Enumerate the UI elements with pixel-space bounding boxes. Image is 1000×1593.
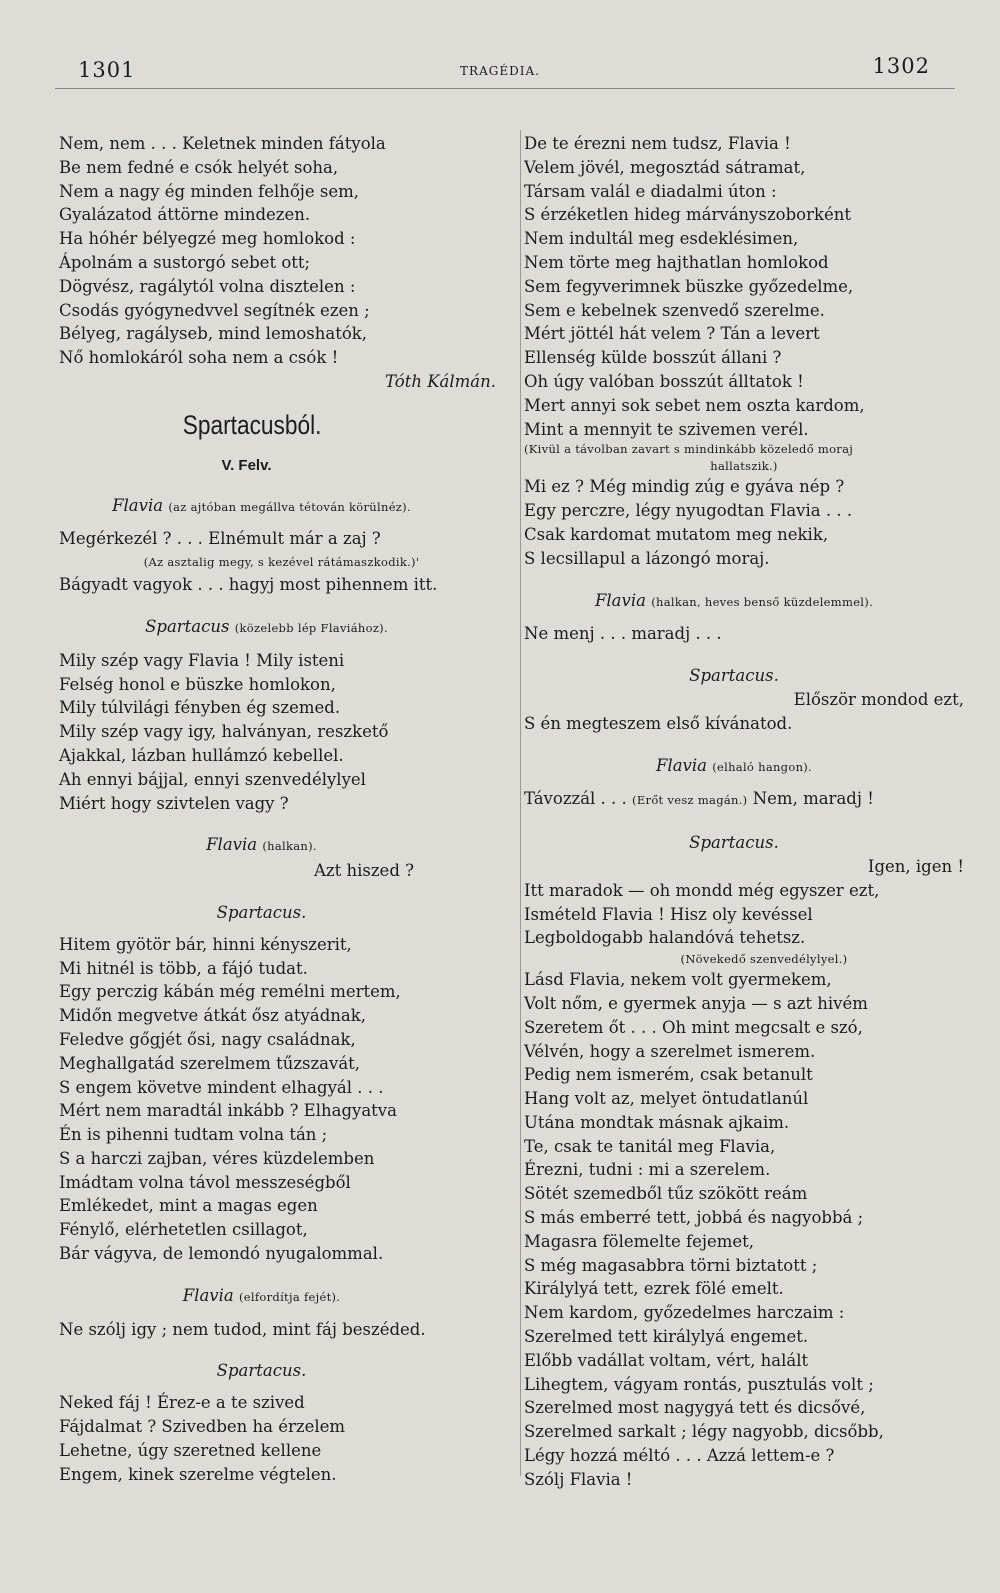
text-line: Ne szólj igy ; nem tudod, mint fáj beszéded. xyxy=(59,1319,426,1339)
text-line: S más emberré tett, jobbá és nagyobbá ; xyxy=(524,1208,864,1228)
text-line: Te, csak te tanitál meg Flavia, xyxy=(524,1136,776,1156)
stage-direction: (elhaló hangon). xyxy=(712,759,813,774)
stage-direction: (elfordítja fejét). xyxy=(238,1289,341,1304)
text-line: Mint a mennyit te szivemen verél. xyxy=(524,419,809,439)
text-line: Fénylő, elérhetetlen csillagot, xyxy=(59,1220,308,1240)
left-column xyxy=(59,132,504,1486)
text-line: Én is pihenni tudtam volna tán ; xyxy=(59,1125,328,1145)
text-line: Felség honol e büszke homlokon, xyxy=(59,674,336,694)
text-line: Bágyadt vagyok . . . hagyj most pihennem itt. xyxy=(59,575,438,595)
speaker-heading xyxy=(524,589,964,615)
text-line: Szólj Flavia ! xyxy=(524,1469,633,1489)
text-line: Miért hogy szivtelen vagy ? xyxy=(59,793,289,813)
text-line: Csodás gyógynedvvel segítnék ezen ; xyxy=(59,300,370,320)
dialogue-block xyxy=(59,933,504,1266)
dialogue-block xyxy=(524,968,964,1492)
speaker-heading xyxy=(59,494,504,520)
text-line: Nem, nem . . . Keletnek minden fátyola xyxy=(59,134,386,153)
page-header xyxy=(0,52,1000,92)
spacer xyxy=(59,1266,504,1284)
text-line: Gyalázatod áttörne mindezen. xyxy=(59,205,311,225)
speaker-heading xyxy=(59,833,504,859)
text-line: Mily szép vagy igy, halványan, reszkető xyxy=(59,722,389,742)
spacer xyxy=(59,1341,504,1359)
text-line: Oh úgy valóban bosszút álltatok ! xyxy=(524,371,804,391)
text-line: Volt nőm, e gyermek anyja — s azt hivém xyxy=(524,993,868,1013)
spacer xyxy=(524,736,964,754)
text-line: Mily túlvilági fényben ég szemed. xyxy=(59,698,341,718)
text-line: Mily szép vagy Flavia ! Mily isteni xyxy=(59,650,345,670)
text-line: Mi ez ? Még mindig zúg e gyáva nép ? xyxy=(524,477,845,497)
text-line: Dögvész, ragálytól volna disztelen : xyxy=(59,276,356,296)
text-line: Nem törte meg hajthatlan homlokod xyxy=(524,252,829,272)
page-number-left: 1301 xyxy=(78,58,136,82)
stage-direction xyxy=(524,441,964,475)
speaker-heading xyxy=(524,754,964,780)
dialogue-block xyxy=(59,649,504,816)
spacer xyxy=(59,1310,504,1318)
text-line: Utána mondtak másnak ajkaim. xyxy=(524,1112,790,1132)
text-line: Magasra fölemelte fejemet, xyxy=(524,1231,755,1251)
spacer xyxy=(524,646,964,664)
spacer xyxy=(59,1383,504,1391)
text-line: Engem, kinek szerelme végtelen. xyxy=(59,1464,337,1484)
spacer xyxy=(59,597,504,615)
dialogue-block xyxy=(59,1391,504,1486)
stage-direction: (Erőt vesz magán.) xyxy=(632,793,748,808)
text-line: Sem fegyverimnek büszke győzedelme, xyxy=(524,276,854,296)
text-line: Legboldogabb halandóvá tehetsz. xyxy=(524,928,806,948)
text-line: Ismételd Flavia ! Hisz oly kevéssel xyxy=(524,904,813,924)
spacer xyxy=(524,571,964,589)
text-line: Szerelmed sarkalt ; légy nagyobb, dicsőbb, xyxy=(524,1422,884,1442)
text-line: Mért jöttél hát velem ? Tán a levert xyxy=(524,324,820,344)
dialogue-line: Először mondod ezt, xyxy=(793,689,964,709)
text-line: Imádtam volna távol messzeségből xyxy=(59,1172,351,1192)
text-line: Hitem gyötör bár, hinni kényszerit, xyxy=(59,934,352,954)
dialogue-line: Igen, igen ! xyxy=(867,856,964,876)
text-line: Hang volt az, melyet öntudatlanúl xyxy=(524,1089,809,1109)
speaker-heading: Spartacus. xyxy=(216,902,307,922)
text-line: Mert annyi sok sebet nem oszta kardom, xyxy=(524,395,865,415)
text-line: Ah ennyi bájjal, ennyi szenvedélylyel xyxy=(59,769,366,789)
text-line: Ellenség külde bosszút állani ? xyxy=(524,348,782,368)
dialogue-line: Ne menj . . . maradj . . . xyxy=(524,624,722,644)
text-line: Királylyá tett, ezrek fölé emelt. xyxy=(524,1279,784,1299)
text-line: Lihegtem, vágyam rontás, pusztulás volt ; xyxy=(524,1374,874,1394)
text-line: S a harczi zajban, véres küzdelemben xyxy=(59,1148,375,1168)
text-line: Sötét szemedből tűz szökött reám xyxy=(524,1184,808,1204)
speaker-heading xyxy=(59,615,504,641)
text-line: Megérkezél ? . . . Elnémult már a zaj ? xyxy=(59,529,381,549)
text-line: Szerelmed tett királylyá engemet. xyxy=(524,1327,809,1347)
dialogue-block xyxy=(524,132,964,441)
text-line: S lecsillapul a lázongó moraj. xyxy=(524,548,770,568)
speaker-name: Spartacus xyxy=(145,616,230,636)
stage-direction: (Az asztalig megy, s kezével rátámaszkodik.)' xyxy=(143,555,420,570)
speaker-name: Flavia xyxy=(655,755,707,775)
section-title: Spartacusból. xyxy=(182,409,322,440)
text-line: Ápolnám a sustorgó sebet ott; xyxy=(59,252,311,272)
text-line: Szerelmed most nagygyá tett és dicsővé, xyxy=(524,1398,866,1418)
column-divider xyxy=(520,130,521,1476)
spacer xyxy=(524,813,964,831)
dialogue-line: Azt hiszed ? xyxy=(314,861,414,881)
running-title: TRAGÉDIA. xyxy=(460,64,540,78)
dialogue-text: Nem, maradj ! xyxy=(752,789,874,809)
dialogue-block xyxy=(59,1318,504,1342)
right-column xyxy=(524,132,964,1492)
text-line: Egy perczre, légy nyugodtan Flavia . . . xyxy=(524,501,853,521)
text-line: Lehetne, úgy szeretned kellene xyxy=(59,1440,322,1460)
text-line: Előbb vadállat voltam, vért, halált xyxy=(524,1350,809,1370)
text-line: Szeretem őt . . . Oh mint megcsalt e szó, xyxy=(524,1017,863,1037)
speaker-heading: Spartacus. xyxy=(689,666,779,686)
text-line: Társam valál e diadalmi úton : xyxy=(524,181,777,201)
spacer xyxy=(59,815,504,833)
spacer xyxy=(524,779,964,787)
text-line: Mi hitnél is több, a fájó tudat. xyxy=(59,958,308,978)
text-line: Be nem fedné e csók helyét soha, xyxy=(59,157,339,177)
speaker-name: Flavia xyxy=(182,1285,234,1305)
text-line: Ha hóhér bélyegzé meg homlokod : xyxy=(59,229,356,249)
text-line: Meghallgatád szerelmem tűzszavát, xyxy=(59,1053,361,1073)
spacer xyxy=(59,883,504,901)
stage-line: (Kivül a távolban zavart s mindinkább közeledő moraj xyxy=(524,442,854,457)
stage-direction: (az ajtóban megállva tétován körülnéz). xyxy=(168,499,411,514)
speaker-name: Flavia xyxy=(112,495,164,515)
text-line: Feledve gőgjét ősi, nagy családnak, xyxy=(59,1029,356,1049)
text-line: Itt maradok — oh mondd még egyszer ezt, xyxy=(524,880,880,900)
spacer xyxy=(59,641,504,649)
text-line: Légy hozzá méltó . . . Azzá lettem-e ? xyxy=(524,1446,835,1466)
text-line: Emlékedet, mint a magas egen xyxy=(59,1196,318,1216)
speaker-heading: Spartacus. xyxy=(216,1361,307,1381)
text-line: Midőn megvetve átkát ősz atyádnak, xyxy=(59,1006,366,1026)
text-line: Nem kardom, győzedelmes harczaim : xyxy=(524,1303,845,1323)
text-line: Bár vágyva, de lemondó nyugalommal. xyxy=(59,1244,384,1264)
speaker-heading xyxy=(59,1284,504,1310)
spacer xyxy=(524,614,964,622)
text-line: Lásd Flavia, nekem volt gyermekem, xyxy=(524,970,832,990)
text-line: Fájdalmat ? Szivedben ha érzelem xyxy=(59,1417,346,1437)
dialogue-block xyxy=(524,879,964,950)
dialogue-line: S én megteszem első kívánatod. xyxy=(524,713,793,733)
text-line: Vélvén, hogy a szerelmet ismerem. xyxy=(524,1041,816,1061)
dialogue-block xyxy=(59,527,504,551)
text-line: Nem a nagy ég minden felhője sem, xyxy=(59,181,360,201)
spacer xyxy=(59,519,504,527)
text-line: Érezni, tudni : mi a szerelem. xyxy=(524,1160,771,1180)
speaker-heading: Spartacus. xyxy=(689,833,779,853)
text-line: Bélyeg, ragályseb, mind lemoshatók, xyxy=(59,324,368,344)
speaker-name: Flavia xyxy=(594,590,646,610)
text-line: De te érezni nem tudsz, Flavia ! xyxy=(524,134,791,153)
text-line: Velem jövél, megosztád sátramat, xyxy=(524,157,806,177)
text-line: Neked fáj ! Érez-e a te szived xyxy=(59,1393,305,1413)
text-line: Mért nem maradtál inkább ? Elhagyatva xyxy=(59,1101,397,1121)
spacer xyxy=(59,925,504,933)
text-line: Ajakkal, lázban hullámzó kebellel. xyxy=(59,745,344,765)
dialogue-text: Távozzál . . . xyxy=(524,789,627,809)
poem-block xyxy=(59,132,504,370)
dialogue-line xyxy=(524,787,964,813)
dialogue-block xyxy=(524,475,964,570)
text-line: Sem e kebelnek szenvedő szerelme. xyxy=(524,300,825,320)
text-line: Nő homlokáról soha nem a csók ! xyxy=(59,348,339,368)
poem-author: Tóth Kálmán. xyxy=(385,371,496,391)
text-line: S engem követve mindent elhagyál . . . xyxy=(59,1077,384,1097)
text-line: S még magasabbra törni biztatott ; xyxy=(524,1255,818,1275)
stage-direction: (halkan, heves benső küzdelemmel). xyxy=(651,594,874,609)
text-line: S érzéketlen hideg márványszoborként xyxy=(524,205,851,225)
dialogue-block xyxy=(59,573,504,597)
stage-line: hallatszik.) xyxy=(710,459,778,474)
header-rule xyxy=(55,88,955,89)
page-number-right: 1302 xyxy=(872,54,930,78)
stage-direction: (közelebb lép Flaviához). xyxy=(234,620,388,635)
text-line: Pedig nem ismerém, csak betanult xyxy=(524,1065,813,1085)
text-line: Nem indultál meg esdeklésimen, xyxy=(524,229,799,249)
text-line: Egy perczig kábán még remélni mertem, xyxy=(59,982,401,1002)
speaker-name: Flavia xyxy=(206,835,258,855)
text-line: Csak kardomat mutatom meg nekik, xyxy=(524,524,829,544)
act-heading: V. Felv. xyxy=(221,456,272,474)
stage-direction: (Növekedő szenvedélylyel.) xyxy=(680,952,848,967)
stage-direction: (halkan). xyxy=(262,839,317,854)
